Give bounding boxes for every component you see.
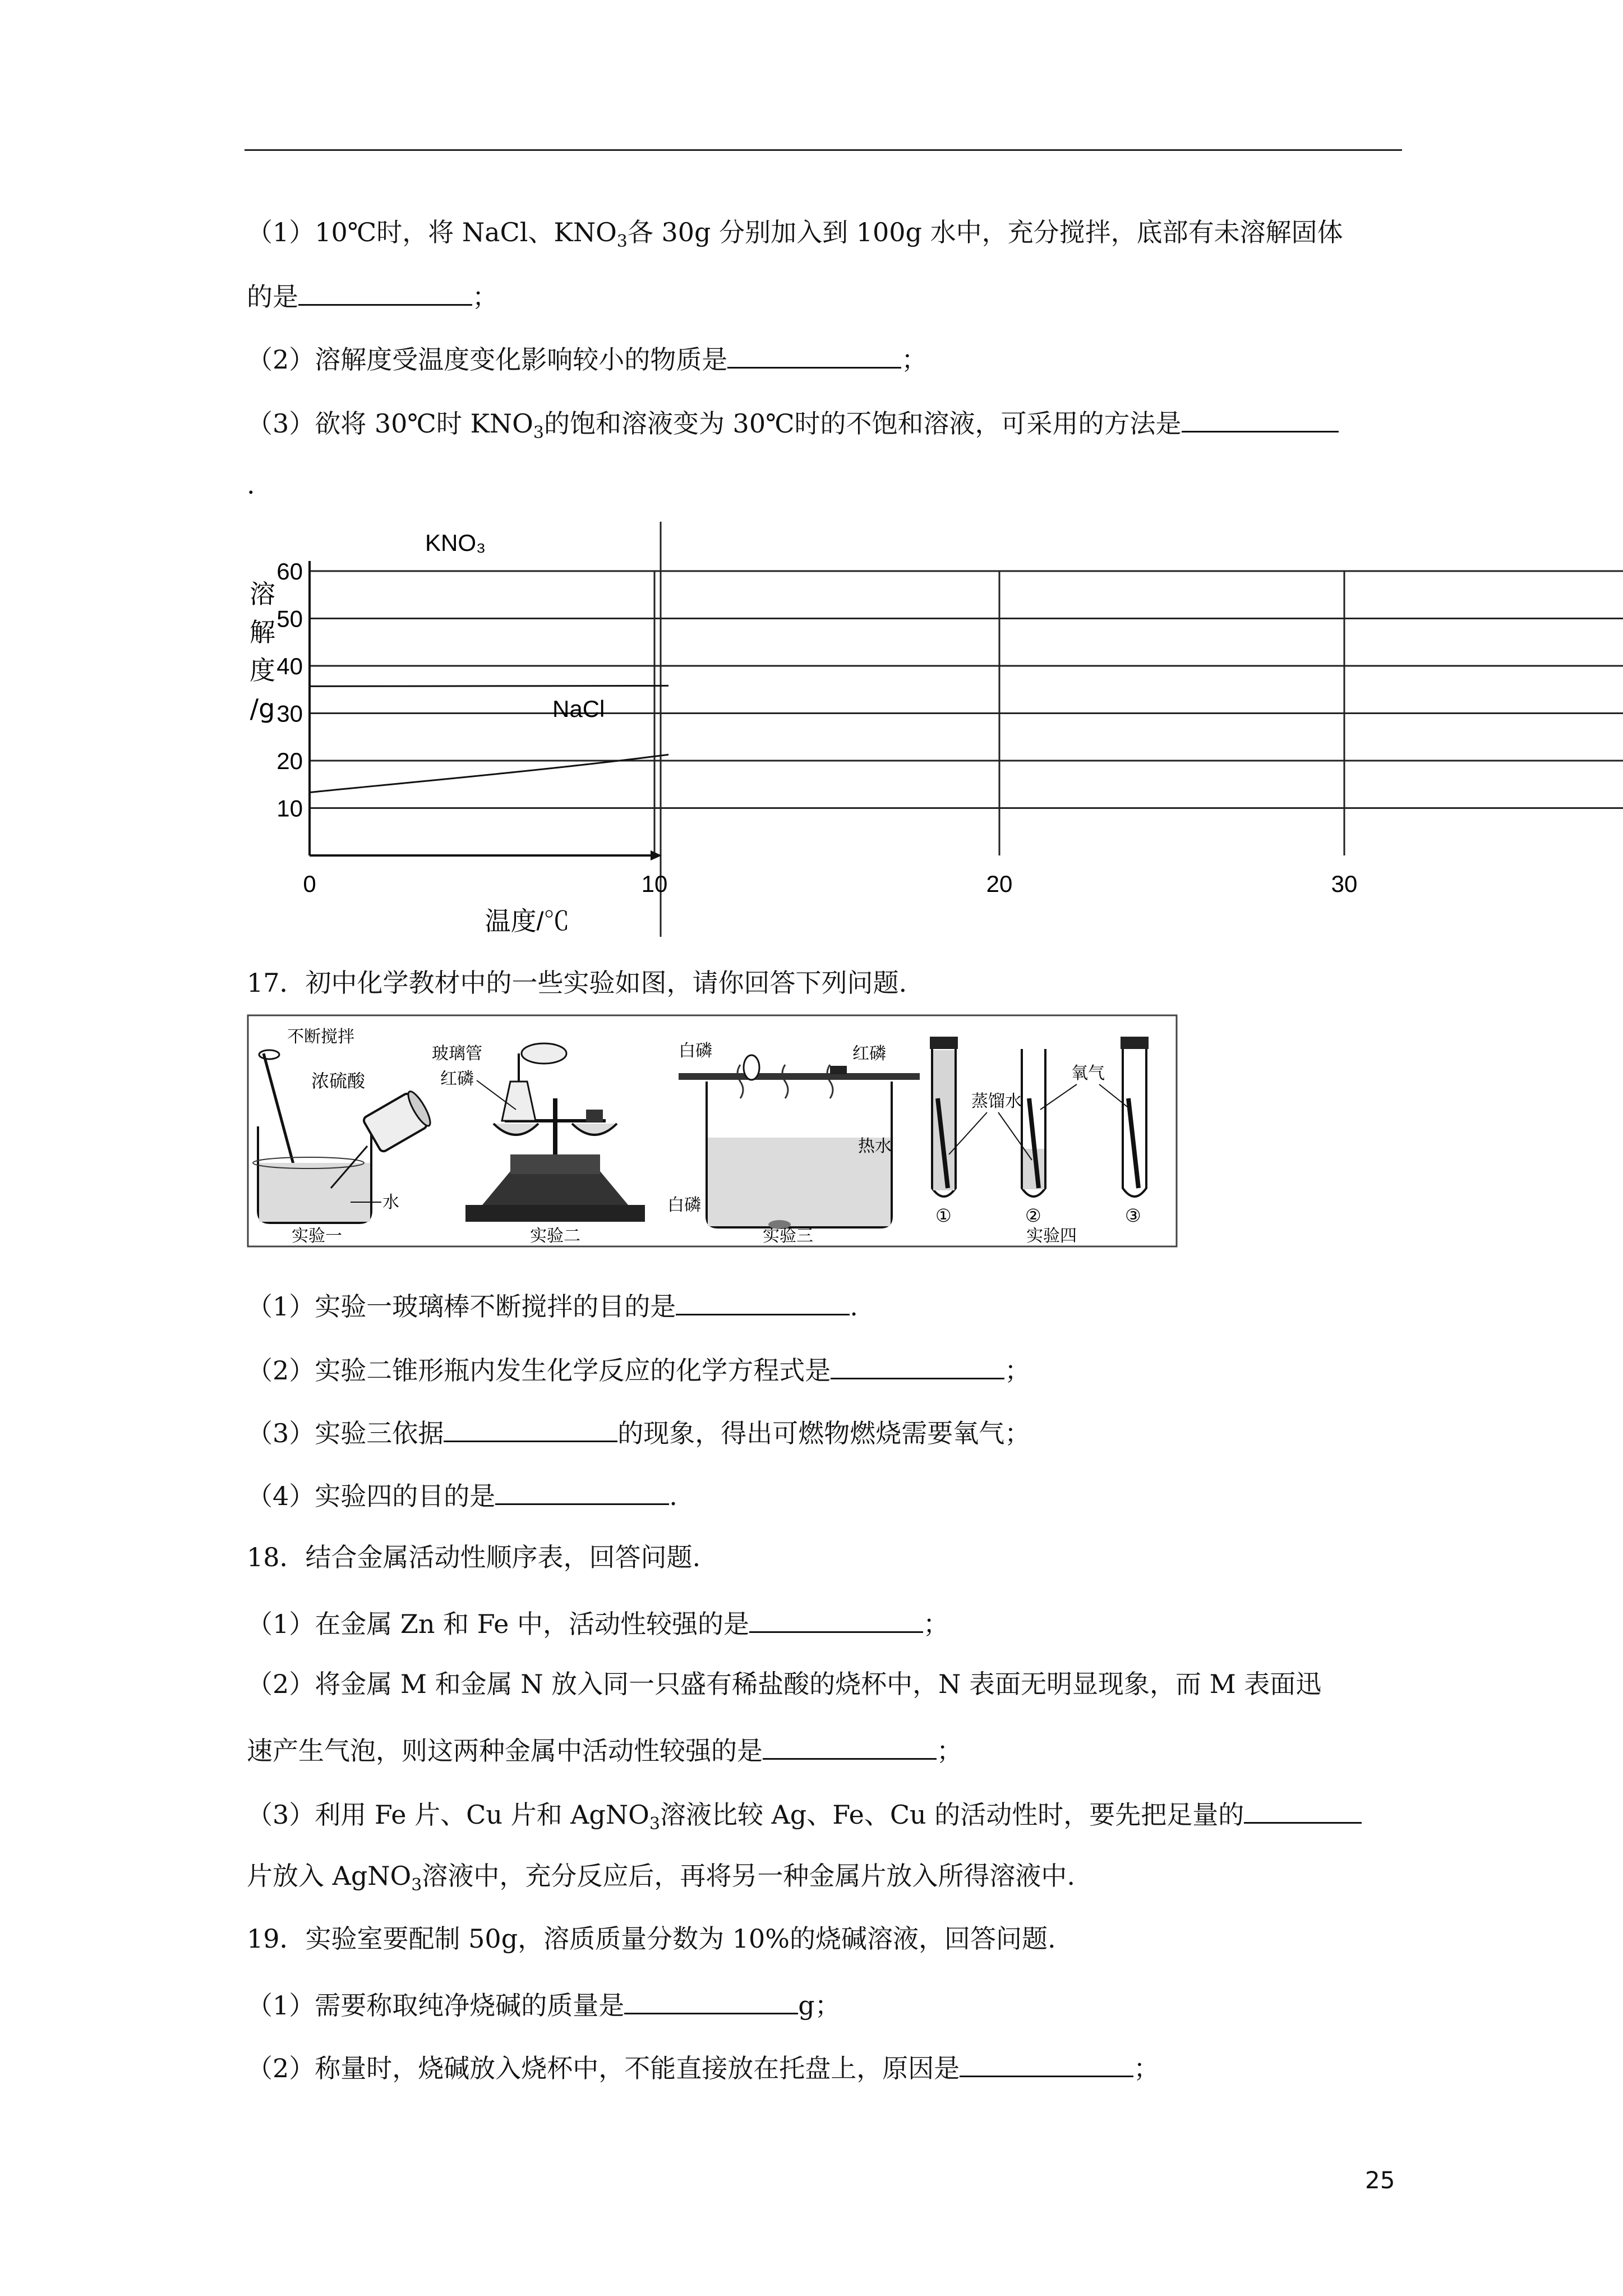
q17-part2: （2）实验二锥形瓶内发生化学反应的化学方程式是 ；: [247, 1351, 1030, 1387]
label-exp1: 实验一: [292, 1226, 342, 1246]
solubility-chart: [247, 522, 1358, 937]
q17-part1: （1）实验一玻璃棒不断搅拌的目的是 .: [247, 1287, 858, 1323]
y-tick-label: 40: [276, 653, 303, 679]
page-number: 25: [1365, 2166, 1395, 2194]
label-water: 水: [382, 1193, 399, 1212]
answer-blank[interactable]: [749, 1604, 923, 1633]
y-axis-label-char: 度: [250, 655, 275, 685]
label-glass-tube: 玻璃管: [432, 1044, 482, 1064]
label-exp2: 实验二: [530, 1226, 580, 1246]
q18-part3-line2: 片放入 AgNO$_3$溶液中，充分反应后，再将另一种金属片放入所得溶液中.: [247, 1861, 1075, 1895]
label-tube-2: ②: [1025, 1205, 1041, 1226]
answer-blank[interactable]: [831, 1351, 1004, 1379]
label-hot-water: 热水: [858, 1137, 892, 1156]
q17-title: 17．初中化学教材中的一些实验如图，请你回答下列问题.: [247, 968, 907, 998]
answer-blank[interactable]: [1182, 404, 1339, 432]
q19-title: 19．实验室要配制 50g，溶质质量分数为 10%的烧碱溶液，回答问题.: [247, 1924, 1056, 1954]
y-axis-label-char: /g: [250, 693, 275, 724]
answer-blank[interactable]: [960, 2049, 1133, 2077]
series-label-nacl: NaCl: [552, 696, 605, 722]
label-red-phosphorus: 红磷: [440, 1069, 474, 1089]
q16-part2: （2）溶解度受温度变化影响较小的物质是 ；: [247, 340, 927, 376]
q18-part1: （1）在金属 Zn 和 Fe 中，活动性较强的是 ；: [247, 1604, 949, 1641]
answer-blank[interactable]: [727, 340, 901, 369]
x-tick-label: 0: [303, 871, 316, 897]
label-stir: 不断搅拌: [287, 1027, 354, 1047]
label-exp4: 实验四: [1026, 1226, 1077, 1246]
label-oxygen: 氧气: [1071, 1064, 1105, 1083]
answer-blank[interactable]: [495, 1476, 669, 1505]
label-acid: 浓硫酸: [311, 1070, 366, 1092]
label-red-phosphorus-top: 红磷: [852, 1044, 886, 1064]
y-tick-label: 50: [276, 605, 303, 632]
label-white-phosphorus-top: 白磷: [679, 1041, 712, 1061]
x-axis-label: 温度/℃: [485, 907, 570, 936]
q16-part3-line1: （3）欲将 30℃时 $KNO_3$的饱和溶液变为 30℃时的不饱和溶液，可采用的方法是: [247, 404, 1339, 450]
answer-blank[interactable]: [763, 1731, 937, 1760]
y-tick-label: 60: [276, 558, 303, 585]
answer-blank[interactable]: [1244, 1795, 1362, 1824]
x-tick-label: 20: [986, 871, 1013, 897]
x-tick-label: 30: [1331, 871, 1358, 897]
q17-part4: （4）实验四的目的是 .: [247, 1476, 677, 1513]
label-tube-3: ③: [1125, 1205, 1141, 1226]
y-tick-label: 30: [276, 700, 303, 727]
answer-blank[interactable]: [444, 1414, 617, 1442]
q16-part1-line2: 的是 ；: [247, 277, 498, 314]
header-rule: [245, 149, 1402, 151]
label-white-phosphorus-bottom: 白磷: [667, 1195, 701, 1215]
label-distilled-water: 蒸馏水: [971, 1092, 1022, 1111]
answer-blank[interactable]: [298, 277, 472, 306]
q16-part3-line2: .: [247, 470, 255, 500]
label-exp3: 实验三: [763, 1226, 813, 1246]
q18-part2-line1: （2）将金属 M 和金属 N 放入同一只盛有稀盐酸的烧杯中，N 表面无明显现象，而 M 表面迅: [247, 1669, 1322, 1699]
y-tick-label: 20: [276, 748, 303, 774]
q18-part3-line1: （3）利用 Fe 片、Cu 片和 AgNO$_3$溶液比较 Ag、Fe、Cu 的活动性时，要先把足量的: [247, 1795, 1362, 1841]
experiments-figure: [247, 1014, 1178, 1248]
q17-part3: （3）实验三依据 的现象，得出可燃物燃烧需要氧气；: [247, 1414, 1030, 1450]
y-axis-label-char: 解: [250, 617, 275, 647]
q18-part2-line2: 速产生气泡，则这两种金属中活动性较强的是 ；: [247, 1731, 962, 1768]
q18-title: 18．结合金属活动性顺序表，回答问题.: [247, 1542, 701, 1572]
x-tick-label: 10: [641, 871, 668, 897]
q19-part2: （2）称量时，烧碱放入烧杯中，不能直接放在托盘上，原因是 ；: [247, 2049, 1159, 2085]
answer-blank[interactable]: [676, 1287, 850, 1315]
y-tick-label: 10: [276, 795, 303, 822]
label-tube-1: ①: [935, 1205, 952, 1226]
answer-blank[interactable]: [624, 1986, 798, 2014]
series-label-kno3: KNO₃: [425, 530, 486, 556]
q19-part1: （1）需要称取纯净烧碱的质量是 g；: [247, 1986, 841, 2022]
q16-part1-line1: （1）10℃时，将 NaCl、$KNO_3$各 30g 分别加入到 100g 水中，充分搅拌，底部有未溶解固体: [247, 217, 1343, 252]
y-axis-label-char: 溶: [250, 579, 275, 609]
